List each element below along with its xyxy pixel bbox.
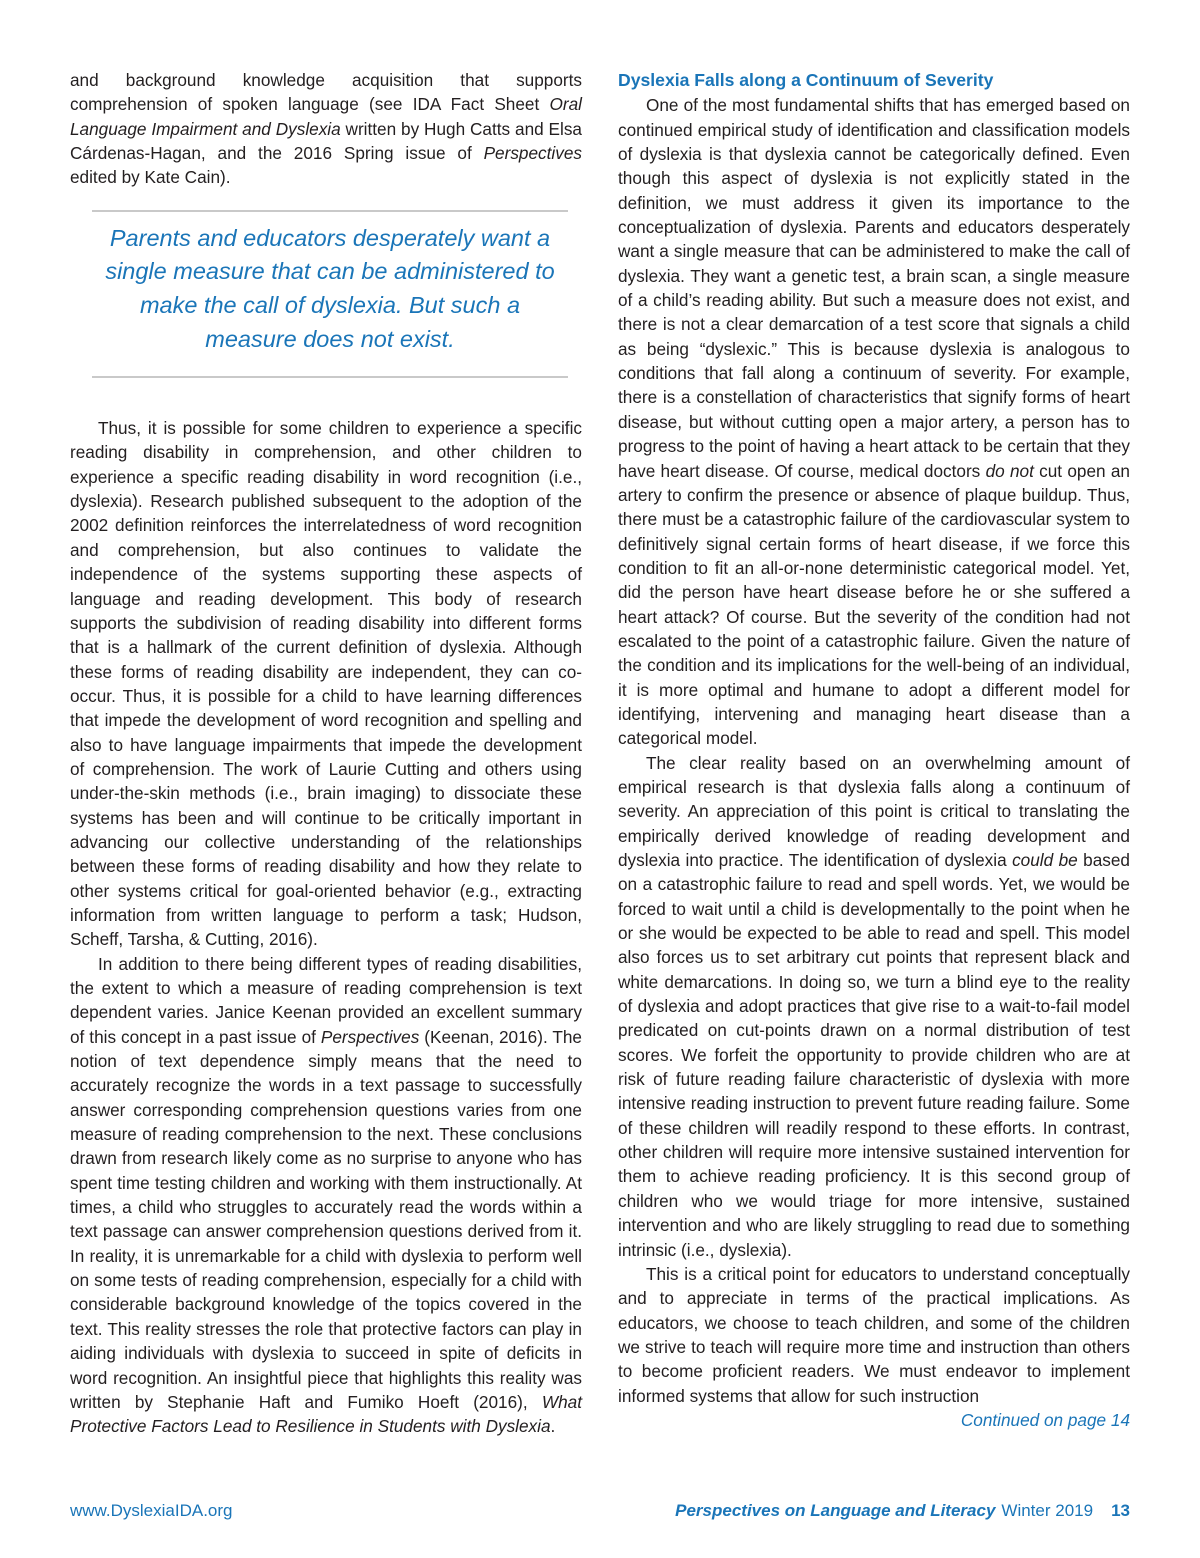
right-column — [618, 68, 1130, 1432]
journal-title: Perspectives on Language and Literacy — [675, 1501, 996, 1520]
issue-label: Winter 2019 — [1001, 1501, 1094, 1520]
paragraph: Thus, it is possible for some children to experience a specific reading disability in comprehension, and other children to experience a specific reading disability in word recognition (i.e., dyslexia). Research published subsequent to the adoption of the 2002 definition reinforces the interrelatedness of word recognition and comprehension, but also continues to validate the independence of the systems supporting these aspects of language and reading development. This body of research supports the subdivision of reading disability into different forms that is a hallmark of the current definition of dyslexia. Although these forms of reading disability are independent, they can co-occur. Thus, it is possible for a child to have learning differences that impede the development of word recognition and spelling and also to have language impairments that impede the development of comprehension. The work of Laurie Cutting and others using under-the-skin methods (i.e., brain imaging) to dissociate these systems has been and will continue to be critically important in advancing our collective understanding of the relationships between these forms of reading disability and how they relate to other systems critical for goal-oriented behavior (e.g., extracting information from written language to perform a task; Hudson, Scheff, Tarsha, & Cutting, 2016). — [70, 418, 582, 950]
paragraph: and background knowledge acquisition that supports comprehension of spoken language (see IDA Fact Sheet Oral Language Impairment and Dyslexia written by Hugh Catts and Elsa Cárdenas-Hagan, and the 2016 Spring issue of Perspectives edited by Kate Cain). — [70, 70, 582, 188]
left-column — [70, 68, 582, 1439]
page-footer — [70, 1497, 1130, 1525]
continued-link[interactable]: Continued on page 14 — [960, 1409, 1130, 1430]
paragraph: In addition to there being different types of reading disabilities, the extent to which a measure of reading comprehension is text dependent varies. Janice Keenan provided an excellent summary of this concept in a past issue of Perspectives (Keenan, 2016). The notion of text dependence simply means that the need to accurately recognize the words in a text passage to successfully answer corresponding comprehension questions varies from one measure of reading comprehension to the next. These conclusions drawn from research likely come as no surprise to anyone who has spent time testing children and working with them instructionally. At times, a child who struggles to accurately read the words within a text passage can answer comprehension questions derived from it. In reality, it is unremarkable for a child with dyslexia to perform well on some tests of reading comprehension, especially for a child with considerable background knowledge of the topics covered in the text. This reality stresses the role that protective factors can play in aiding individuals with dyslexia to succeed in spite of deficits in word recognition. An insightful piece that highlights this reality was written by Stephanie Haft and Fumiko Hoeft (2016), What Protective Factors Lead to Resilience in Students with Dyslexia. — [70, 953, 582, 1437]
section-heading: Dyslexia Falls along a Continuum of Severity — [618, 70, 994, 90]
footer-right — [675, 1497, 1130, 1525]
paragraph: One of the most fundamental shifts that has emerged based on continued empirical study of identification and classification models of dyslexia is that dyslexia cannot be categorically defined. Even though this aspect of dyslexia is not explicitly stated in the definition, we must address it given its importance to the conceptualization of dyslexia. Parents and educators desperately want a single measure that can be administered to make the call of dyslexia. They want a genetic test, a brain scan, a single measure of a child’s reading ability. But such a measure does not exist, and there is not a clear demarcation of a test score that signals a child as being “dyslexic.” This is because dyslexia is analogous to conditions that fall along a continuum of severity. For example, there is a constellation of characteristics that signify forms of heart disease, but without cutting open a major artery, a person has to progress to the point of having a heart attack to be certain that they have heart disease. Of course, medical doctors do not cut open an artery to confirm the presence or absence of plaque buildup. Thus, there must be a catastrophic failure of the cardiovascular system to definitively signal certain forms of heart disease, if we force this condition to fit an all-or-none deterministic categorical model. Yet, did the person have heart disease before he or she suffered a heart attack? Of course. But the severity of the condition had not escalated to the point of a catastrophic failure. Given the nature of the condition and its implications for the well-being of an individual, it is more optimal and humane to adopt a different model for identifying, intervening and managing heart disease than a categorical model. — [618, 95, 1130, 749]
website-link[interactable]: www.DyslexiaIDA.org — [70, 1501, 233, 1520]
pull-quote: Parents and educators desperately want a single measure that can be administered to make the call of dyslexia. But such a measure does not exist. — [92, 210, 568, 378]
paragraph: The clear reality based on an overwhelming amount of empirical research is that dyslexia falls along a continuum of severity. An appreciation of this point is critical to translating the empirically derived knowledge of reading development and dyslexia into practice. The identification of dyslexia could be based on a catastrophic failure to read and spell words. Yet, we would be forced to wait until a child is developmentally to the point when he or she would be expected to be able to read and spell. This model also forces us to set arbitrary cut points that represent black and white demarcations. In doing so, we turn a blind eye to the reality of dyslexia and adopt practices that give rise to a wait-to-fail model predicated on cut-points drawn on a normal distribution of test scores. We forfeit the opportunity to provide children who are at risk of future reading failure characteristic of dyslexia with more intensive reading instruction to prevent future reading failure. Some of these children will readily respond to these efforts. In contrast, other children will require more intensive sustained intervention for them to achieve reading proficiency. It is this second group of children who we would triage for more intensive, sustained intervention and who are likely struggling to read due to something intrinsic (i.e., dyslexia). — [618, 752, 1130, 1260]
page-number: 13 — [1111, 1501, 1130, 1520]
paragraph: This is a critical point for educators to understand conceptually and to appreciate in terms of the practical implications. As educators, we choose to teach children, and some of the children we strive to teach will require more time and instruction than others to become proficient readers. We must endeavor to implement informed systems that allow for such instruction — [618, 1263, 1130, 1406]
